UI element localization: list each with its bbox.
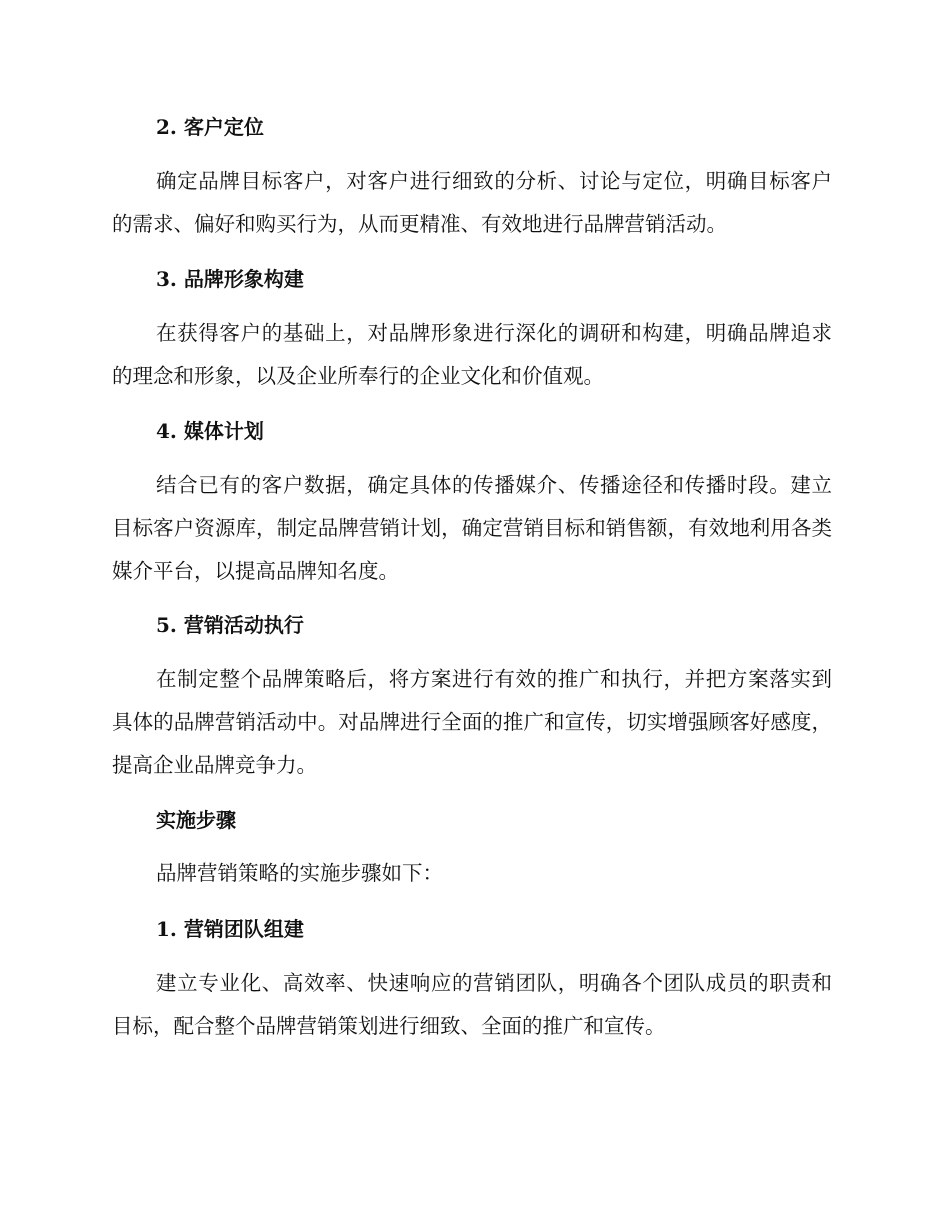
section-body-customer-positioning: 确定品牌目标客户，对客户进行细致的分析、讨论与定位，明确目标客户的需求、偏好和购买行为，从而更精准、有效地进行品牌营销活动。: [112, 169, 832, 236]
implementation-heading: 实施步骤: [156, 808, 236, 832]
section-body-brand-image: 在获得客户的基础上，对品牌形象进行深化的调研和构建，明确品牌追求的理念和形象，以及企业所奉行的企业文化和价值观。: [112, 321, 832, 388]
step-heading-team-building: 1. 营销团队组建: [156, 917, 304, 941]
section-heading-media-plan: 4. 媒体计划: [156, 419, 264, 443]
section-heading-brand-image: 3. 品牌形象构建: [156, 267, 304, 291]
section-body-campaign-execution: 在制定整个品牌策略后，将方案进行有效的推广和执行，并把方案落实到具体的品牌营销活动中。对品牌进行全面的推广和宣传，切实增强顾客好感度，提高企业品牌竞争力。: [112, 667, 832, 777]
section-body-media-plan: 结合已有的客户数据，确定具体的传播媒介、传播途径和传播时段。建立目标客户资源库，制定品牌营销计划，确定营销目标和销售额，有效地利用各类媒介平台，以提高品牌知名度。: [112, 473, 832, 583]
step-body-team-building: 建立专业化、高效率、快速响应的营销团队，明确各个团队成员的职责和目标，配合整个品牌营销策划进行细致、全面的推广和宣传。: [112, 971, 832, 1038]
implementation-intro: 品牌营销策略的实施步骤如下：: [156, 861, 443, 885]
section-heading-customer-positioning: 2. 客户定位: [156, 115, 264, 139]
section-heading-campaign-execution: 5. 营销活动执行: [156, 613, 304, 637]
